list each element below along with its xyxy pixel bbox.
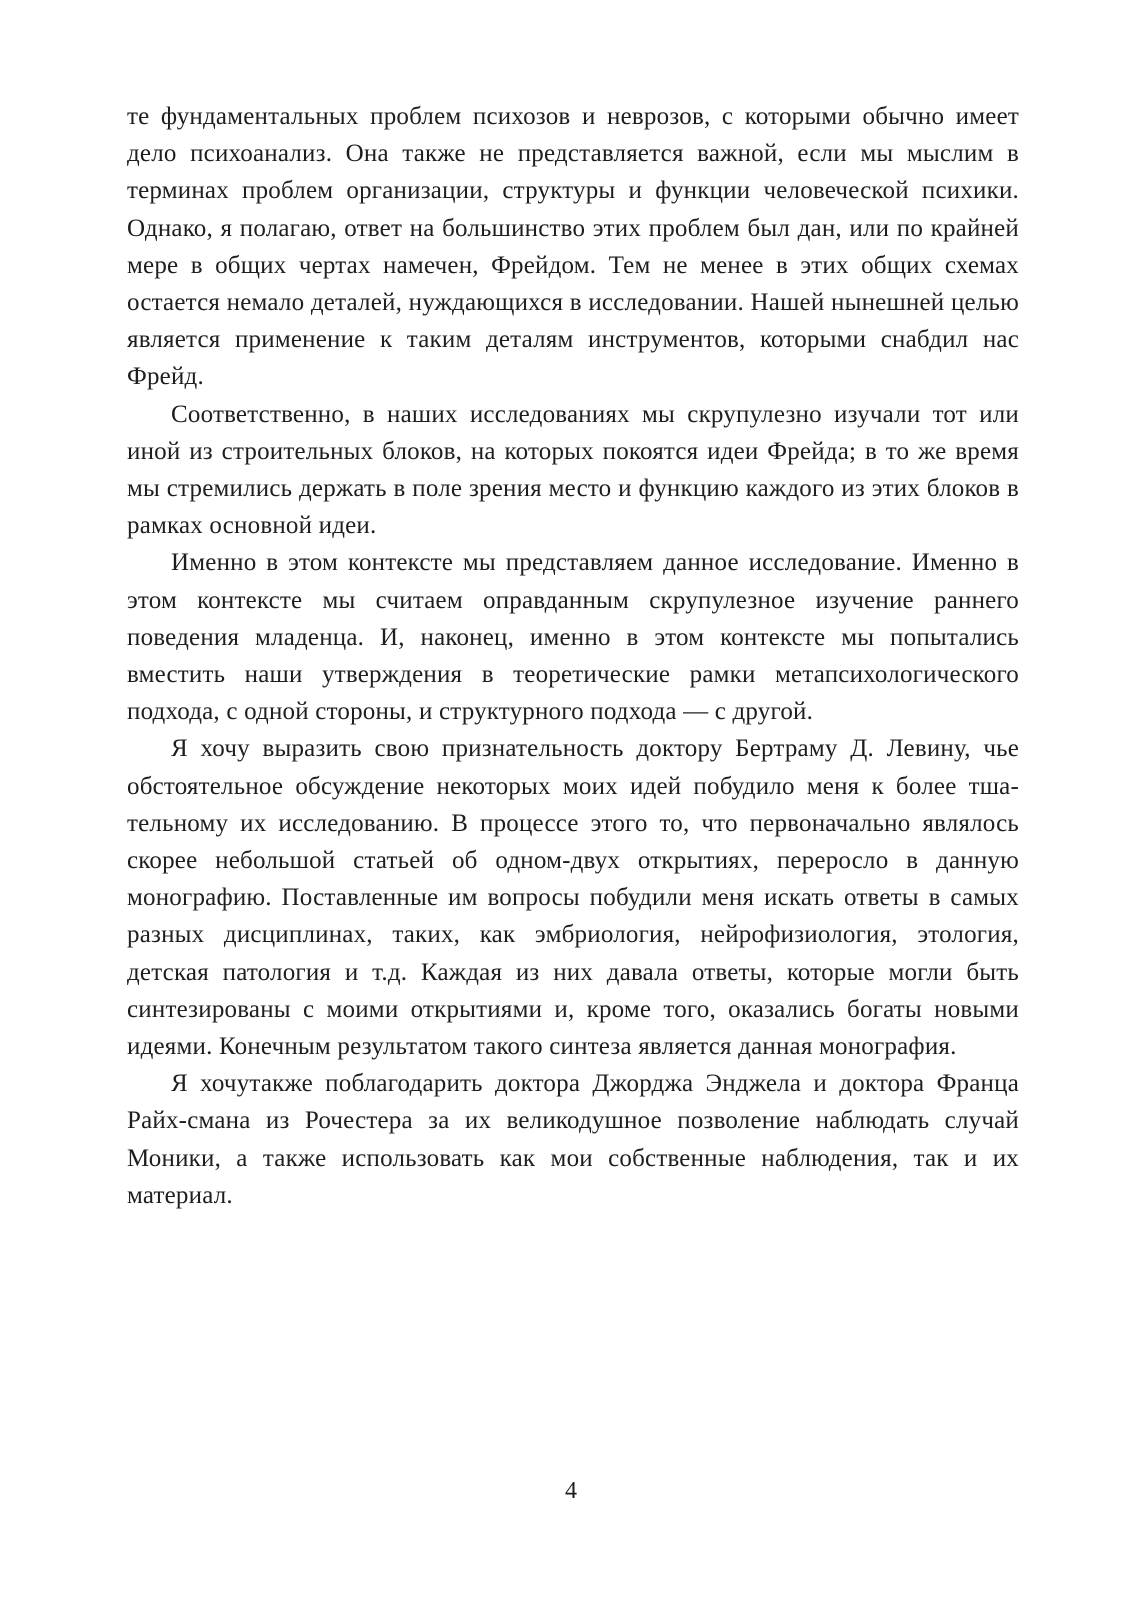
page-number: 4 — [565, 1478, 577, 1504]
paragraph: Именно в этом контексте мы представляем данное исследование. Именно в этом контексте мы считаем оправданным скрупулезное изучение раннего поведения младенца. И, наконец, именно в этом контексте мы попытались вместить наши утверждения в теоретические рамки метапсихологического подхода, с одной стороны, и структурного подхода — с другой. — [127, 549, 1019, 726]
paragraph: Я хочутакже поблагодарить доктора Джорджа Энджела и доктора Франца Райх-смана из Рочестера за их великодушное позволение наблюдать случай Моники, а также использовать как мои собственные наблюдения, так и их материал. — [127, 1070, 1019, 1209]
paragraph: Я хочу выразить свою признательность доктору Бертраму Д. Левину, чье обстоятельное обсуждение некоторых моих идей побудило меня к более тша-тельному их исследованию. В процессе этого то, что первоначально являлось скорее небольшой статьей об одном-двух открытиях, переросло в данную монографию. Поставленные им вопросы побудили меня искать ответы в самых разных дисциплинах, таких, как эмбриология, нейрофизиология, этология, детская патология и т.д. Каждая из них давала ответы, которые могли быть синтезированы с моими открытиями и, кроме того, оказались богаты новыми идеями. Конечным результатом такого синтеза является данная монография. — [127, 735, 1019, 1061]
paragraph: те фундаментальных проблем психозов и неврозов, с которыми обычно имеет дело психоанализ. Она также не представляется важной, если мы мыслим в терминах проблем организации, структуры и функции человеческой психики. Однако, я полагаю, ответ на большинство этих проблем был дан, или по крайней мере в общих чертах намечен, Фрейдом. Тем не менее в этих общих схемах остается немало деталей, нуждающихся в исследовании. Нашей нынешней целью является применение к таким деталям инструментов, которыми снабдил нас Фрейд. — [127, 103, 1019, 391]
page-text — [127, 98, 1019, 1214]
paragraph: Соответственно, в наших исследованиях мы скрупулезно изучали тот или иной из строительных блоков, на которых покоятся идеи Фрейда; в то же время мы стремились держать в поле зрения место и функцию каждого из этих блоков в рамках основной идеи. — [127, 400, 1019, 540]
